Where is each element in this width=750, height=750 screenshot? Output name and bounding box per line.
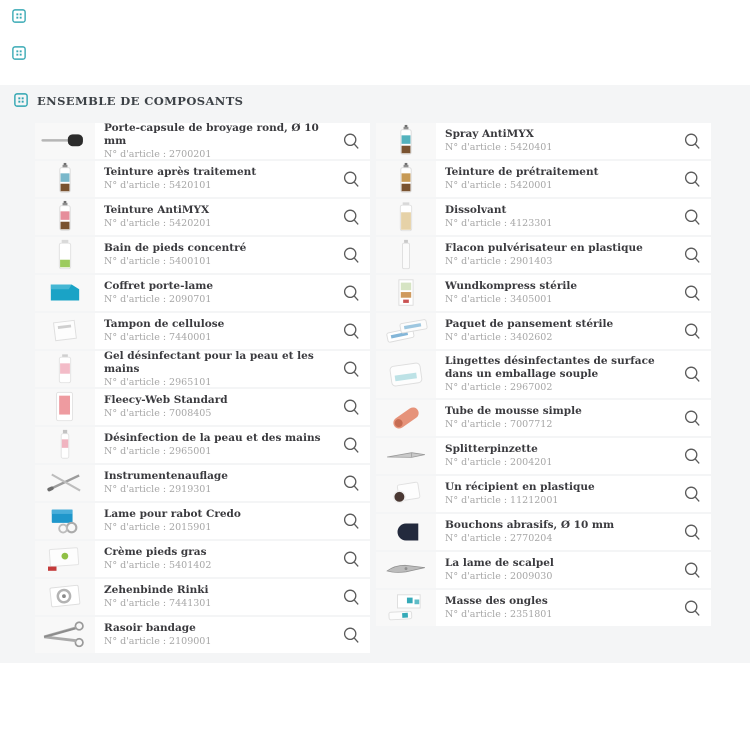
product-info [436,199,673,235]
product-title: Dissolvant [445,204,507,217]
magnifier-icon[interactable] [673,438,711,474]
product-article-number: N° d'article : 4123301 [445,218,553,230]
product-article-number: N° d'article : 7441301 [104,598,212,610]
product-info [95,237,332,273]
product-article-number: N° d'article : 5420401 [445,142,553,154]
magnifier-icon[interactable] [673,123,711,159]
magnifier-icon[interactable] [332,199,370,235]
product-info [95,199,332,235]
product-row[interactable] [35,313,370,349]
bottle-green-icon [35,237,95,273]
product-row[interactable] [35,427,370,463]
product-article-number: N° d'article : 2770204 [445,533,553,545]
product-row[interactable] [376,275,711,311]
product-article-number: N° d'article : 5420001 [445,180,553,192]
bottle-tan-icon [376,199,436,235]
product-title: Lame pour rabot Credo [104,508,241,521]
product-title: Crème pieds gras [104,546,207,559]
magnifier-icon[interactable] [673,199,711,235]
product-info [95,313,332,349]
product-article-number: N° d'article : 7007712 [445,419,553,431]
compress-box-icon [376,275,436,311]
product-title: Zehenbinde Rinki [104,584,209,597]
dispenser-box-icon [35,313,95,349]
product-info [436,438,673,474]
product-row[interactable] [376,199,711,235]
section-title: ENSEMBLE DE COMPOSANTS [37,94,244,108]
product-row[interactable] [35,617,370,653]
product-article-number: N° d'article : 2009030 [445,571,553,583]
magnifier-icon[interactable] [673,590,711,626]
magnifier-icon[interactable] [332,123,370,159]
product-row[interactable] [376,351,711,398]
product-info [95,161,332,197]
product-row[interactable] [376,313,711,349]
product-article-number: N° d'article : 2351801 [445,609,553,621]
product-row[interactable] [376,514,711,550]
scalpel-blade-icon [376,552,436,588]
product-title: Bain de pieds concentré [104,242,247,255]
package-pink-icon [35,389,95,425]
product-info [436,275,673,311]
product-title: Un récipient en plastique [445,481,595,494]
product-info [436,590,673,626]
magnifier-icon[interactable] [332,275,370,311]
product-article-number: N° d'article : 2965101 [104,376,212,388]
magnifier-icon[interactable] [332,427,370,463]
product-article-number: N° d'article : 5420101 [104,180,212,192]
top-image-placeholders [12,8,28,58]
product-info [95,541,332,577]
spray-pink-icon [35,427,95,463]
product-article-number: N° d'article : 2919301 [104,484,212,496]
product-info [436,161,673,197]
product-row[interactable] [35,237,370,273]
product-info [95,123,332,159]
product-title: Désinfection de la peau et des mains [104,432,321,445]
product-row[interactable] [35,503,370,539]
product-info [95,579,332,615]
product-article-number: N° d'article : 2090701 [104,294,212,306]
product-info [436,351,673,398]
product-article-number: N° d'article : 2015901 [104,522,212,534]
product-article-number: N° d'article : 3405001 [445,294,553,306]
product-row[interactable] [376,438,711,474]
product-article-number: N° d'article : 2967002 [445,382,553,394]
product-info [95,275,332,311]
magnifier-icon[interactable] [673,476,711,512]
magnifier-icon[interactable] [673,514,711,550]
product-article-number: N° d'article : 7008405 [104,408,212,420]
product-title: Lingettes désinfectantes de surface dans un emballage souple [445,355,655,381]
product-row[interactable] [35,541,370,577]
product-article-number: N° d'article : 2901403 [445,256,553,268]
product-article-number: N° d'article : 2109001 [104,636,212,648]
bur-holder-icon [35,123,95,159]
container-icon [376,476,436,512]
product-info [95,465,332,501]
product-row[interactable] [35,199,370,235]
product-title: Coffret porte-lame [104,280,214,293]
components-grid-icon [14,92,28,111]
product-row[interactable] [376,123,711,159]
product-row[interactable] [376,590,711,626]
product-row[interactable] [376,400,711,436]
magnifier-icon[interactable] [673,400,711,436]
dropper-bottle-blue-icon [35,161,95,197]
product-row[interactable] [35,351,370,387]
product-row[interactable] [376,237,711,273]
magnifier-icon[interactable] [332,237,370,273]
product-article-number: N° d'article : 2004201 [445,457,553,469]
magnifier-icon[interactable] [332,503,370,539]
magnifier-icon[interactable] [332,617,370,653]
product-title: Spray AntiMYX [445,128,534,141]
toe-bandage-icon [35,579,95,615]
magnifier-icon[interactable] [332,313,370,349]
product-info [436,123,673,159]
magnifier-icon[interactable] [332,465,370,501]
scissors-icon [35,617,95,653]
product-article-number: N° d'article : 5401402 [104,560,212,572]
product-info [436,552,673,588]
product-article-number: N° d'article : 11212001 [445,495,559,507]
product-title: Masse des ongles [445,595,548,608]
dropper-bottle-red-icon [35,199,95,235]
product-info [436,476,673,512]
abrasive-cap-icon [376,514,436,550]
product-article-number: N° d'article : 3402602 [445,332,553,344]
product-title: Rasoir bandage [104,622,196,635]
spray-slim-icon [376,237,436,273]
magnifier-icon[interactable] [673,237,711,273]
product-article-number: N° d'article : 5420201 [104,218,212,230]
magnifier-icon[interactable] [673,313,711,349]
product-columns [0,111,750,655]
product-title: Splitterpinzette [445,443,538,456]
instruments-icon [35,465,95,501]
product-article-number: N° d'article : 2700201 [104,148,212,160]
product-title: Tampon de cellulose [104,318,225,331]
product-article-number: N° d'article : 5400101 [104,256,212,268]
product-row[interactable] [376,161,711,197]
image-placeholder-icon [12,8,28,27]
nail-mass-icon [376,590,436,626]
product-info [95,351,332,387]
product-info [95,503,332,539]
foam-tube-icon [376,400,436,436]
product-column-left [35,123,370,655]
magnifier-icon[interactable] [673,351,711,398]
product-row[interactable] [35,579,370,615]
cream-tube-icon [35,541,95,577]
blades-blue-icon [35,503,95,539]
product-title: La lame de scalpel [445,557,554,570]
product-title: Tube de mousse simple [445,405,582,418]
components-section [0,85,750,663]
product-title: Instrumentenauflage [104,470,228,483]
product-row[interactable] [35,465,370,501]
dropper-bottle-teal-icon [376,123,436,159]
product-title: Gel désinfectant pour la peau et les mains [104,349,314,375]
dropper-bottle-amber-icon [376,161,436,197]
product-title: Paquet de pansement stérile [445,318,614,331]
image-placeholder-icon [12,45,28,64]
product-row[interactable] [35,389,370,425]
product-title: Teinture AntiMYX [104,204,210,217]
section-header [0,85,750,111]
product-row[interactable] [376,552,711,588]
product-title: Teinture de prétraitement [445,166,599,179]
blade-case-icon [35,275,95,311]
product-row[interactable] [376,476,711,512]
product-title: Wundkompress stérile [445,280,578,293]
wipes-pack-icon [376,351,436,398]
magnifier-icon[interactable] [673,552,711,588]
product-info [436,400,673,436]
product-info [436,237,673,273]
magnifier-icon[interactable] [673,161,711,197]
magnifier-icon[interactable] [332,389,370,425]
product-column-right [376,123,711,655]
tweezers-icon [376,438,436,474]
magnifier-icon[interactable] [332,541,370,577]
product-info [95,427,332,463]
product-title: Bouchons abrasifs, Ø 10 mm [445,519,615,532]
product-info [95,617,332,653]
magnifier-icon[interactable] [332,579,370,615]
product-info [95,389,332,425]
product-article-number: N° d'article : 2965001 [104,446,212,458]
magnifier-icon[interactable] [332,161,370,197]
product-title: Fleecy-Web Standard [104,394,228,407]
product-title: Flacon pulvérisateur en plastique [445,242,643,255]
dressing-packets-icon [376,313,436,349]
product-info [436,514,673,550]
product-row[interactable] [35,275,370,311]
magnifier-icon[interactable] [673,275,711,311]
bottle-pink-icon [35,351,95,387]
product-title: Teinture après traitement [104,166,257,179]
product-title: Porte-capsule de broyage rond, Ø 10 mm [104,121,319,147]
product-row[interactable] [35,123,370,159]
magnifier-icon[interactable] [332,351,370,387]
product-row[interactable] [35,161,370,197]
product-info [436,313,673,349]
product-article-number: N° d'article : 7440001 [104,332,212,344]
